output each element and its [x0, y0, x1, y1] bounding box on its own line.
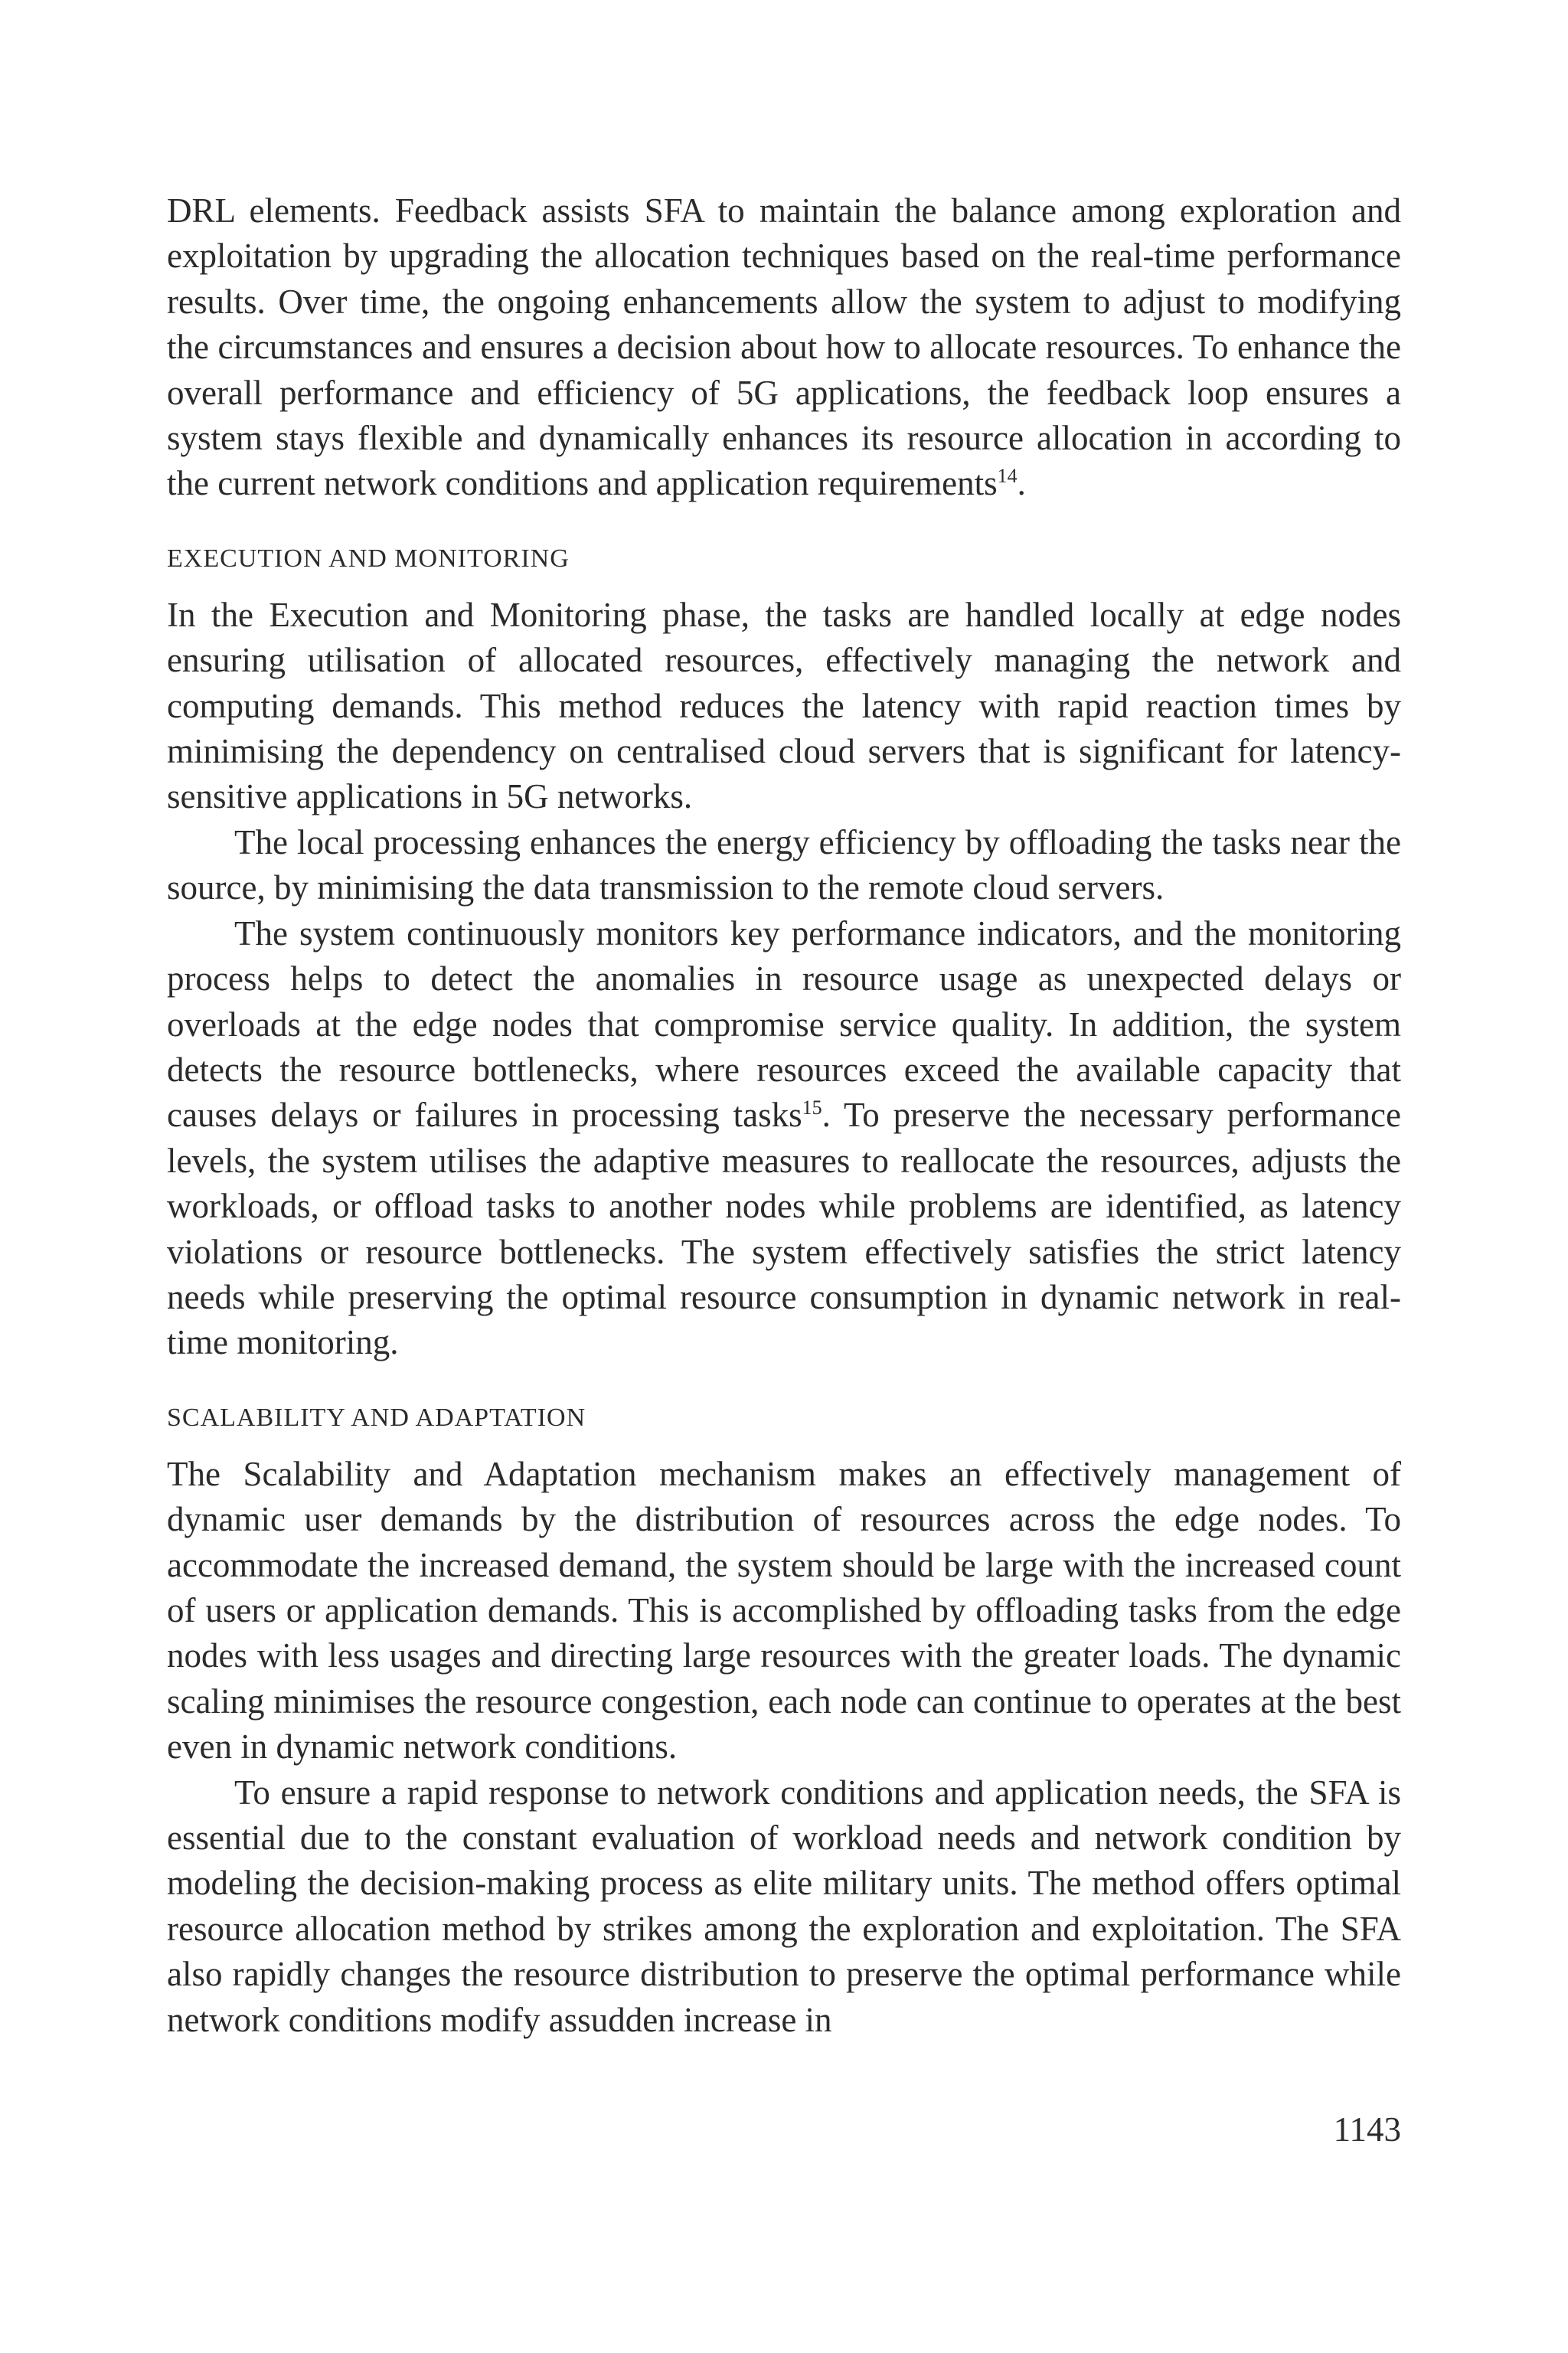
- paragraph-execution-phase: In the Execution and Monitoring phase, the tasks are handled locally at edge nodes ensuring utilisation of allocated resources, effectively managing the network and computing demands. This method reduces the latency with rapid reaction times by minimising the dependency on centralised cloud servers that is significant for latency-sensitive applications in 5G networks.: [167, 595, 1401, 816]
- reference-14: 14: [997, 465, 1018, 488]
- paragraph-monitoring-kpi-text: The system continuously monitors key performance indicators, and the monitoring process helps to detect the anomalies in resource usage as unexpected delays or overloads at the edge nodes that compromise service quality. In addition, the system detects the resource bottlenecks, where resources exceed the available capacity that causes delays or failures in processing tasks: [167, 913, 1401, 1135]
- paragraph-monitoring-kpi: [167, 911, 1401, 1366]
- paragraph-monitoring-kpi-tail: . To preserve the necessary performance levels, the system utilises the adaptive measures to reallocate the resources, adjusts the workloads, or offload tasks to another nodes while problems are identified, as latency violations or resource bottlenecks. The system effectively satisfies the strict latency needs while preserving the optimal resource consumption in dynamic network in real-time monitoring.: [167, 1096, 1401, 1362]
- reference-15: 15: [802, 1096, 822, 1119]
- paragraph-scalability-mechanism: The Scalability and Adaptation mechanism makes an effectively management of dynamic user demands by the distribution of resources across the edge nodes. To accommodate the increased demand, the system should be large with the increased count of users or application demands. This is accomplished by offloading tasks from the edge nodes with less usages and directing large resources with the greater loads. The dynamic scaling minimises the resource congestion, each node can continue to operates at the best even in dynamic network conditions.: [167, 1454, 1401, 1766]
- paragraph-sfa-response: To ensure a rapid response to network conditions and application needs, the SFA is essential due to the constant evaluation of workload needs and network condition by modeling the decision-making process as elite military units. The method offers optimal resource allocation method by strikes among the exploration and exploitation. The SFA also rapidly changes the resource distribution to preserve the optimal performance while network conditions modify assudden increase in: [167, 1773, 1401, 2039]
- page-number: 1143: [1333, 2110, 1401, 2149]
- paragraph-local-processing: The local processing enhances the energy efficiency by offloading the tasks near the source, by minimising the data transmission to the remote cloud servers.: [167, 822, 1401, 907]
- body-text-column: [167, 188, 1401, 2043]
- paragraph-drl-feedback-text: DRL elements. Feedback assists SFA to maintain the balance among exploration and exploitation by upgrading the allocation techniques based on the real-time performance results. Over time, the ongoing enhancements allow the system to adjust to modifying the circumstances and ensures a decision about how to allocate resources. To enhance the overall performance and efficiency of 5G applications, the feedback loop ensures a system stays flexible and dynamically enhances its resource allocation in according to the current network conditions and application requirements: [167, 191, 1401, 503]
- paragraph-drl-feedback: [167, 188, 1401, 507]
- paragraph-drl-feedback-tail: .: [1017, 464, 1026, 503]
- section-heading-execution-monitoring: EXECUTION AND MONITORING: [167, 544, 570, 573]
- section-heading-scalability-adaptation: SCALABILITY AND ADAPTATION: [167, 1403, 586, 1432]
